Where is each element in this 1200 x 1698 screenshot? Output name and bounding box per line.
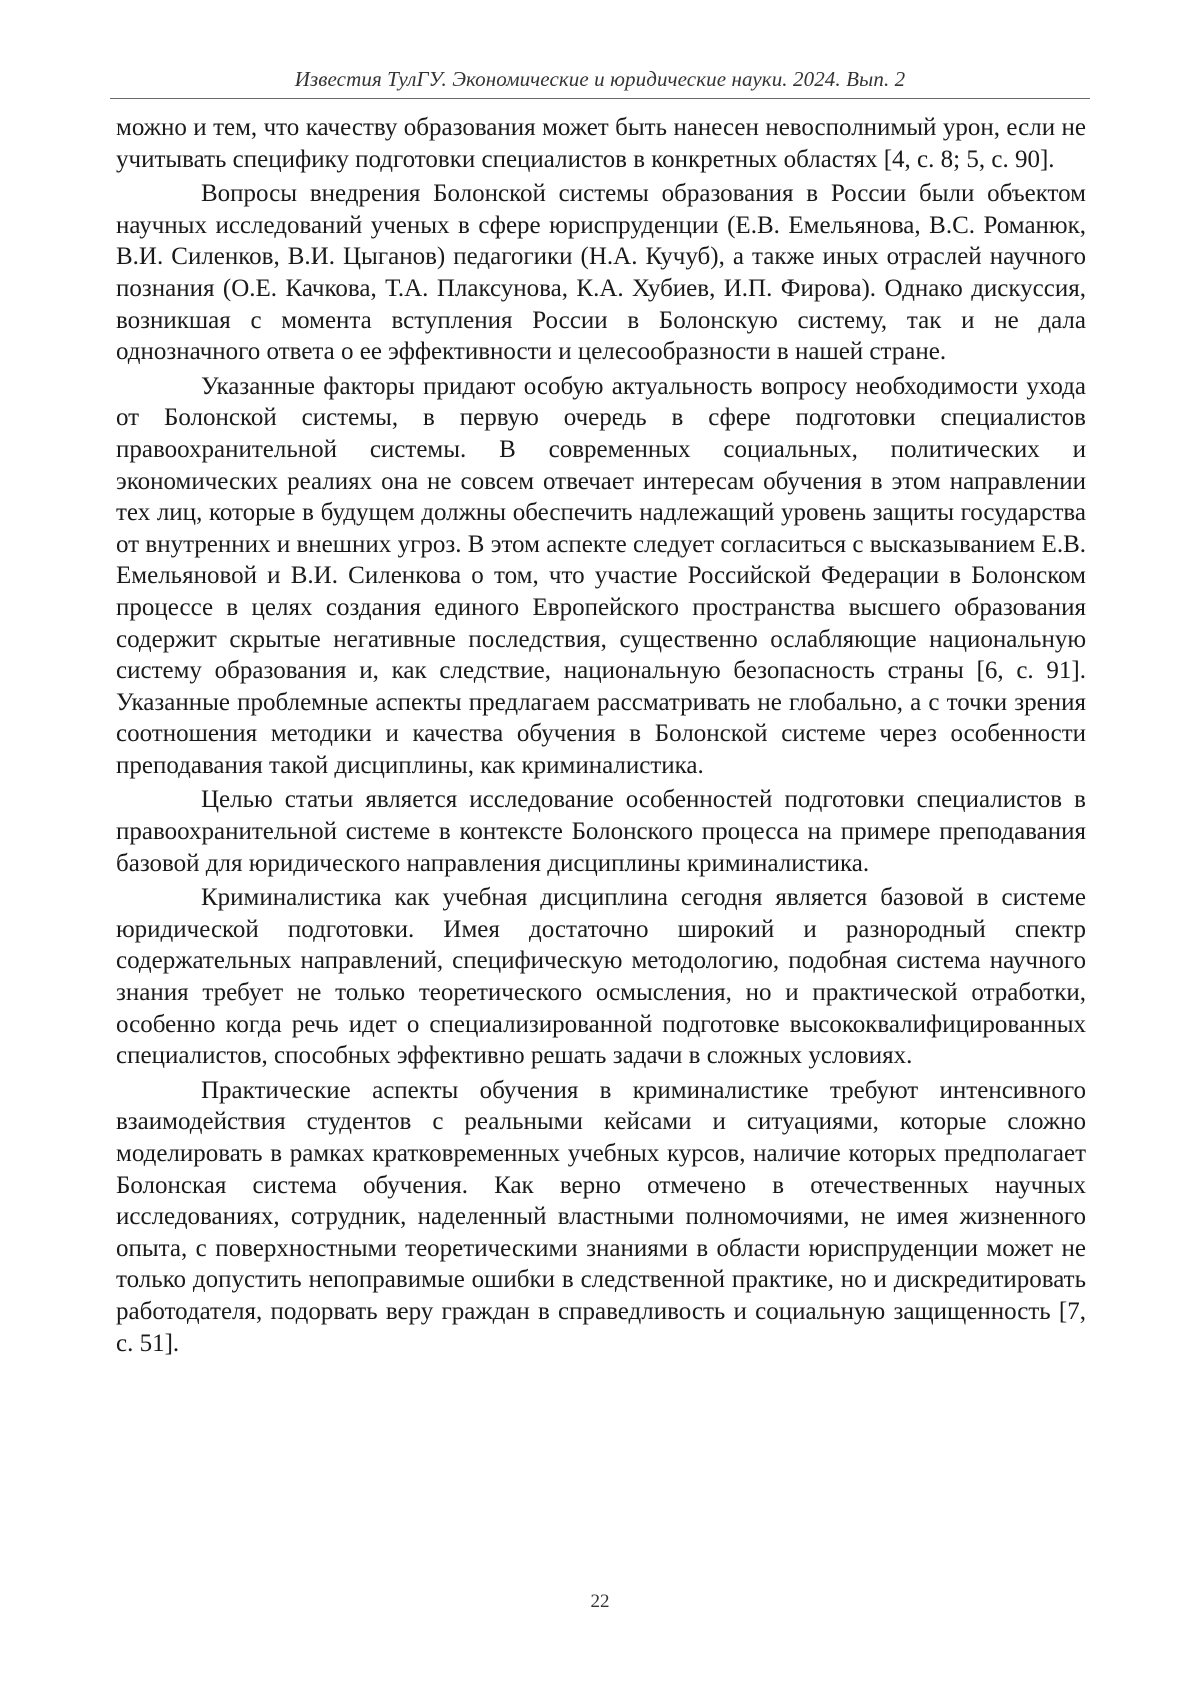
article-body — [116, 112, 1086, 1362]
paragraph: Криминалистика как учебная дисциплина сегодня является базовой в системе юридической подготовки. Имея достаточно широкий и разнородный спектр содержательных направлений, специфическую методологию, подобная система научного знания требует не только теоретического осмысления, но и практической отработки, особенно когда речь идет о специализированной подготовке высококвалифицированных специалистов, способных эффективно решать задачи в сложных условиях. — [116, 884, 1086, 1070]
paragraph: Указанные факторы придают особую актуальность вопросу необходимости ухода от Болонской системы, в первую очередь в сфере подготовки специалистов правоохранительной системы. В современных социальных, политических и экономических реалиях она не совсем отвечает интересам обучения в этом направлении тех лиц, которые в будущем должны обеспечить надлежащий уровень защиты государства от внутренних и внешних угроз. В этом аспекте следует согласиться с высказыванием Е.В. Емельяновой и В.И. Силенкова о том, что участие Российской Федерации в Болонском процессе в целях создания единого Европейского пространства высшего образования содержит скрытые негативные последствия, существенно ослабляющие национальную систему образования и, как следствие, национальную безопасность страны [6, с. 91]. Указанные проблемные аспекты предлагаем рассматривать не глобально, а с точки зрения соотношения методики и качества обучения в Болонской системе через особенности преподавания такой дисциплины, как криминалистика. — [116, 372, 1086, 779]
header-divider — [110, 98, 1090, 99]
page-number: 22 — [590, 1591, 610, 1612]
paragraph: Целью статьи является исследование особенностей подготовки специалистов в правоохранительной системе в контексте Болонского процесса на примере преподавания базовой для юридического направления дисциплины криминалистика. — [116, 786, 1086, 877]
paragraph: Практические аспекты обучения в криминалистике требуют интенсивного взаимодействия студентов с реальными кейсами и ситуациями, которые сложно моделировать в рамках кратковременных учебных курсов, наличие которых предполагает Болонская система обучения. Как верно отмечено в отечественных научных исследованиях, сотрудник, наделенный властными полномочиями, не имея жизненного опыта, с поверхностными теоретическими знаниями в области юриспруденции может не только допустить непоправимые ошибки в следственной практике, но и дискредитировать работодателя, подорвать веру граждан в справедливость и социальную защищенность [7, с. 51]. — [116, 1076, 1086, 1357]
paragraph-continuation: можно и тем, что качеству образования может быть нанесен невосполнимый урон, если не учитывать специфику подготовки специалистов в конкретных областях [4, с. 8; 5, с. 90]. — [116, 114, 1086, 173]
running-header: Известия ТулГУ. Экономические и юридические науки. 2024. Вып. 2 — [294, 67, 906, 91]
paragraph: Вопросы внедрения Болонской системы образования в России были объектом научных исследований ученых в сфере юриспруденции (Е.В. Емельянова, В.С. Романюк, В.И. Силенков, В.И. Цыганов) педагогики (Н.А. Кучуб), а также иных отраслей научного познания (О.Е. Качкова, Т.А. Плаксунова, К.А. Хубиев, И.П. Фирова). Однако дискуссия, возникшая с момента вступления России в Болонскую систему, так и не дала однозначного ответа о ее эффективности и целесообразности в нашей стране. — [116, 180, 1086, 366]
